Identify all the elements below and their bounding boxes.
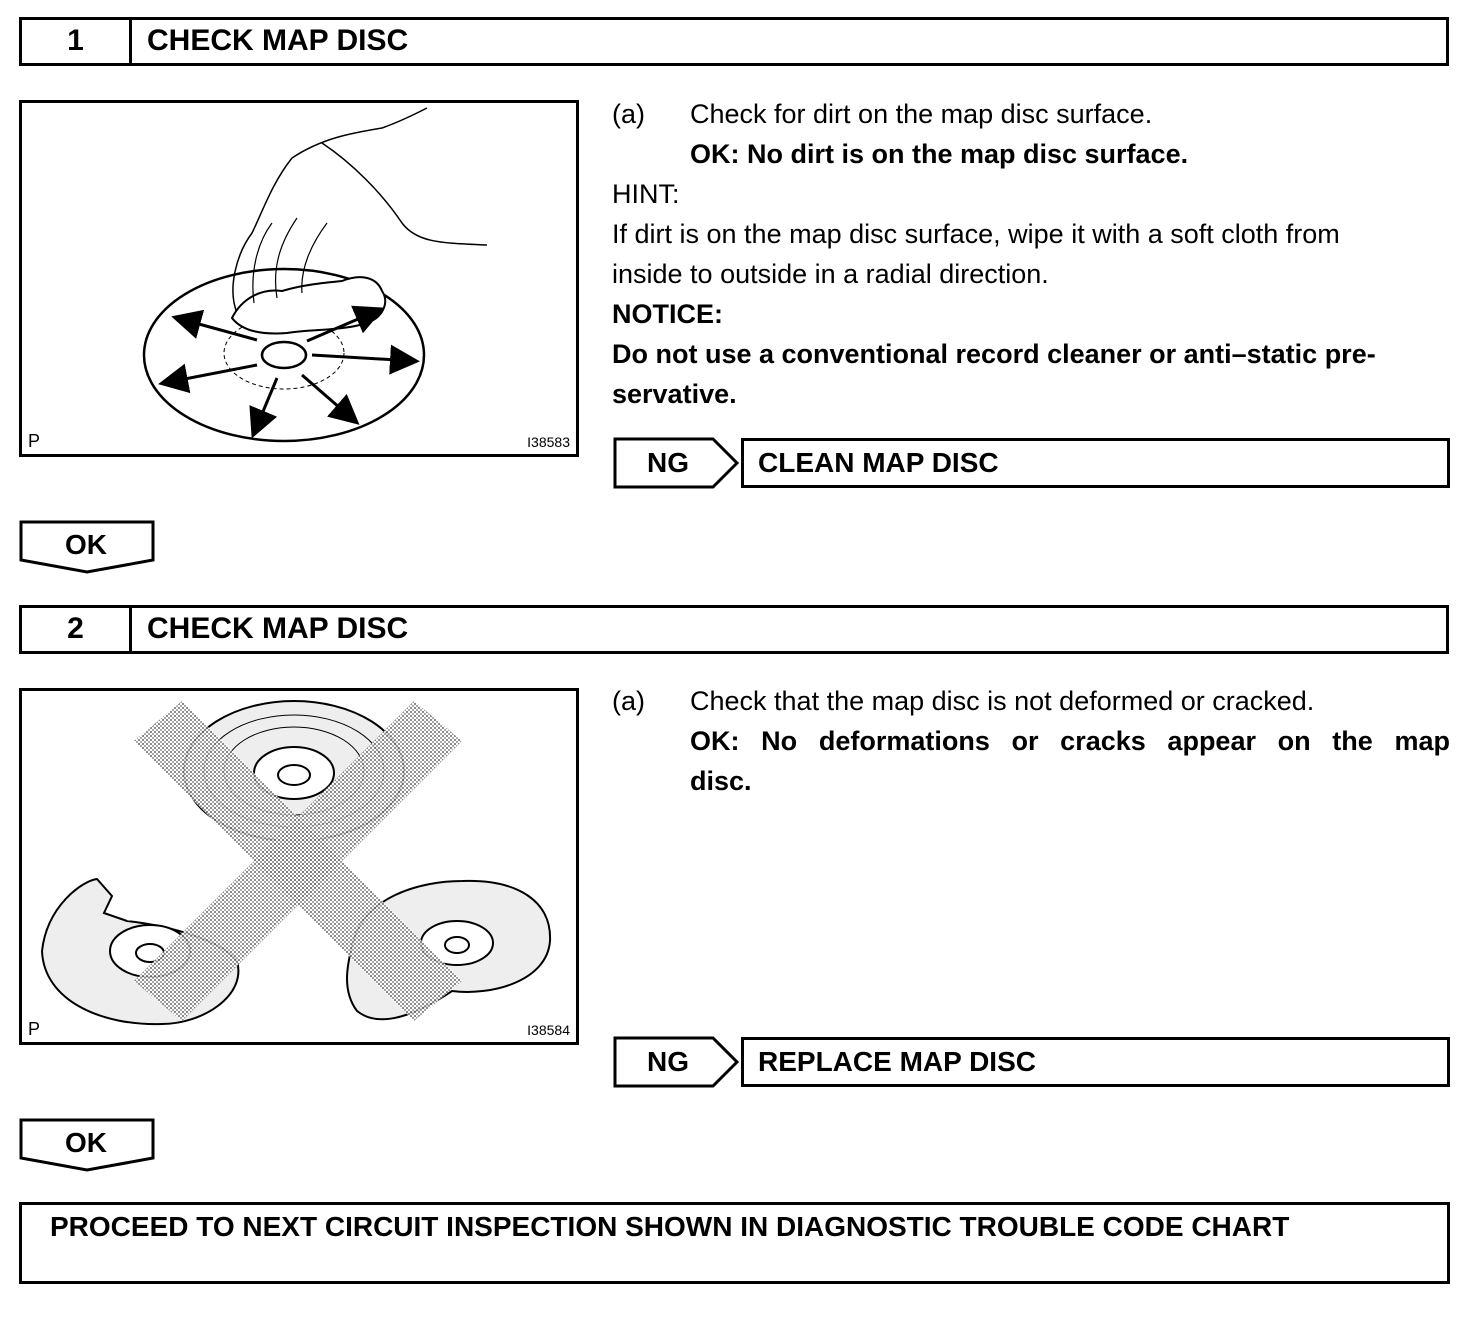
step-2-ok-line: OK: No deformations or cracks appear on the map xyxy=(690,726,1450,756)
figure-code: I38584 xyxy=(527,1022,570,1038)
ng-label: NG xyxy=(647,447,689,478)
step-2-header xyxy=(19,605,1449,654)
ok-label: OK xyxy=(65,1127,107,1158)
wiping-disc-icon xyxy=(22,103,576,454)
step-1-ng-tag xyxy=(613,437,741,489)
step-1-header xyxy=(19,17,1449,66)
step-1-notice-line: servative. xyxy=(612,379,737,409)
step-2-ng-tag xyxy=(613,1036,741,1088)
step-2-item-text: Check that the map disc is not deformed or cracked. xyxy=(690,686,1315,716)
step-1-ok-text: OK: No dirt is on the map disc surface. xyxy=(690,139,1189,169)
ng-label: NG xyxy=(647,1046,689,1077)
ok-label: OK xyxy=(65,529,107,560)
step-1-hint-line: inside to outside in a radial direction. xyxy=(612,259,1049,289)
step-1-ok-tag xyxy=(19,520,156,574)
step-1-figure xyxy=(19,100,579,457)
step-1-item-text: Check for dirt on the map disc surface. xyxy=(690,99,1153,129)
step-2-ng-action: REPLACE MAP DISC xyxy=(741,1037,1450,1087)
figure-corner-label: P xyxy=(28,1019,41,1039)
step-2-item-label: (a) xyxy=(612,686,645,716)
step-1-item-label: (a) xyxy=(612,99,645,129)
step-title: CHECK MAP DISC xyxy=(147,24,409,57)
final-action-box: PROCEED TO NEXT CIRCUIT INSPECTION SHOWN IN DIAGNOSTIC TROUBLE CODE CHART xyxy=(19,1202,1450,1284)
step-1-hint-line: If dirt is on the map disc surface, wipe it with a soft cloth from xyxy=(612,219,1340,249)
step-number: 2 xyxy=(22,608,132,651)
step-title: CHECK MAP DISC xyxy=(147,612,409,645)
damaged-disc-icon xyxy=(22,691,576,1042)
step-2-figure xyxy=(19,688,579,1045)
step-1-hint-label: HINT: xyxy=(612,179,680,209)
figure-corner-label: P xyxy=(28,431,41,451)
step-2-ok-line: disc. xyxy=(690,766,752,796)
step-1-notice-label: NOTICE: xyxy=(612,299,723,329)
step-1-ng-action: CLEAN MAP DISC xyxy=(741,438,1450,488)
figure-code: I38583 xyxy=(527,434,570,450)
step-number: 1 xyxy=(22,20,132,63)
step-1-notice-line: Do not use a conventional record cleaner or anti–static pre- xyxy=(612,339,1376,369)
step-2-ok-tag xyxy=(19,1118,156,1172)
